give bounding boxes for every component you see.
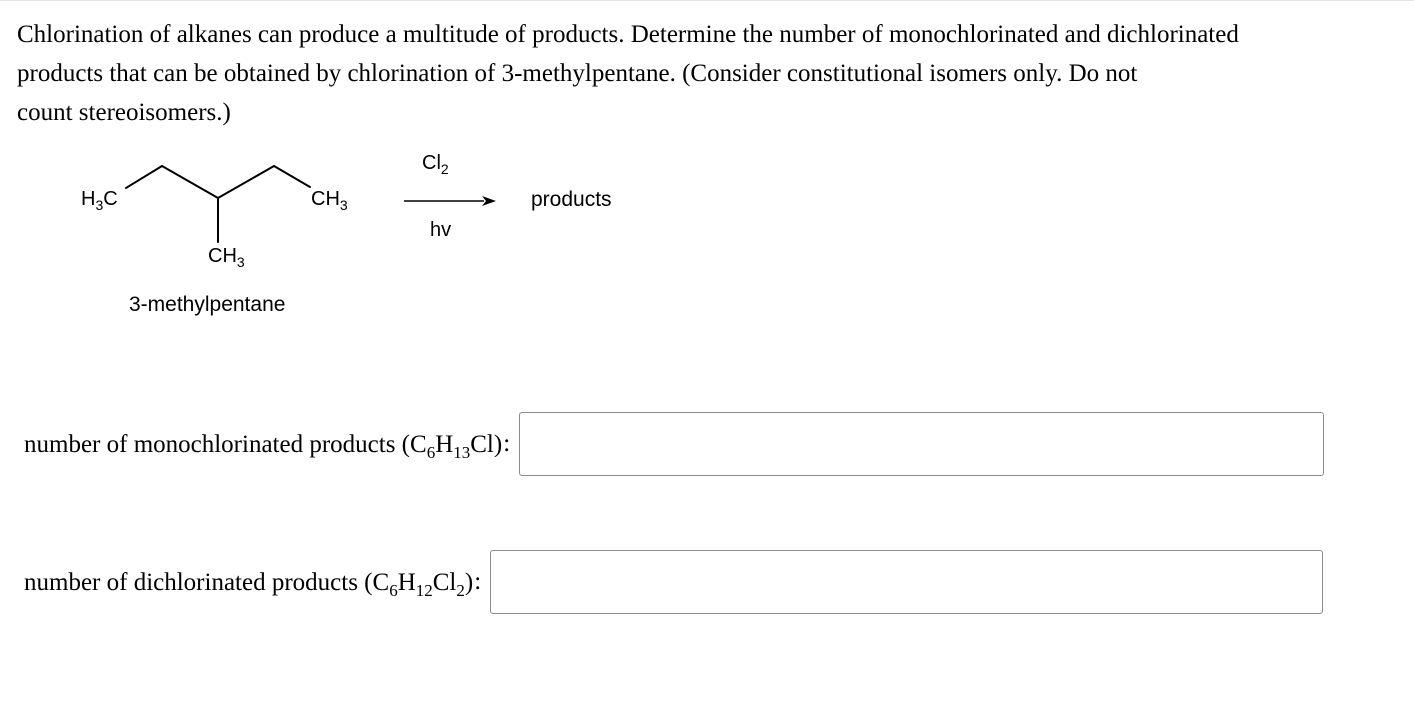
bond-3: [218, 166, 274, 198]
question-text: [17, 15, 1387, 132]
skeletal-bonds: [126, 166, 310, 242]
compound-name: 3-methylpentane: [129, 293, 286, 316]
di-answer-row: [24, 550, 1323, 614]
mono-colon: :: [503, 430, 511, 457]
reagent-bottom: hv: [430, 219, 452, 241]
question-line-1: Chlorination of alkanes can produce a multitude of products. Determine the number of monochlorinated and dichlorinated: [17, 21, 1239, 48]
bond-4: [274, 166, 310, 187]
top-divider: [0, 0, 1414, 1]
mono-answer-label: number of monochlorinated products $(C_6H_{13}Cl)$: [24, 430, 503, 462]
di-colon: :: [474, 568, 482, 595]
mono-answer-row: [24, 412, 1324, 476]
reaction-scheme: [0, 130, 700, 330]
mono-answer-input[interactable]: [519, 412, 1324, 476]
question-line-2: products that can be obtained by chlorination of 3-methylpentane. (Consider constitutional isomers only. Do not: [17, 60, 1138, 87]
di-answer-input[interactable]: [490, 550, 1323, 614]
question-line-3: count stereoisomers.): [17, 99, 231, 126]
product-label: products: [531, 188, 612, 211]
reaction-arrow-head: [482, 196, 496, 206]
right-methyl-label: $CH_3$: [311, 188, 348, 213]
di-answer-label: number of dichlorinated products $(C_6H_{12}Cl_2)$: [24, 568, 474, 600]
bond-2: [162, 166, 218, 198]
left-methyl-label: $H_3C$: [81, 188, 118, 213]
branch-methyl-label: $CH_3$: [208, 245, 245, 270]
bond-1: [126, 166, 162, 188]
reagent-top: $Cl_2$: [422, 152, 449, 177]
